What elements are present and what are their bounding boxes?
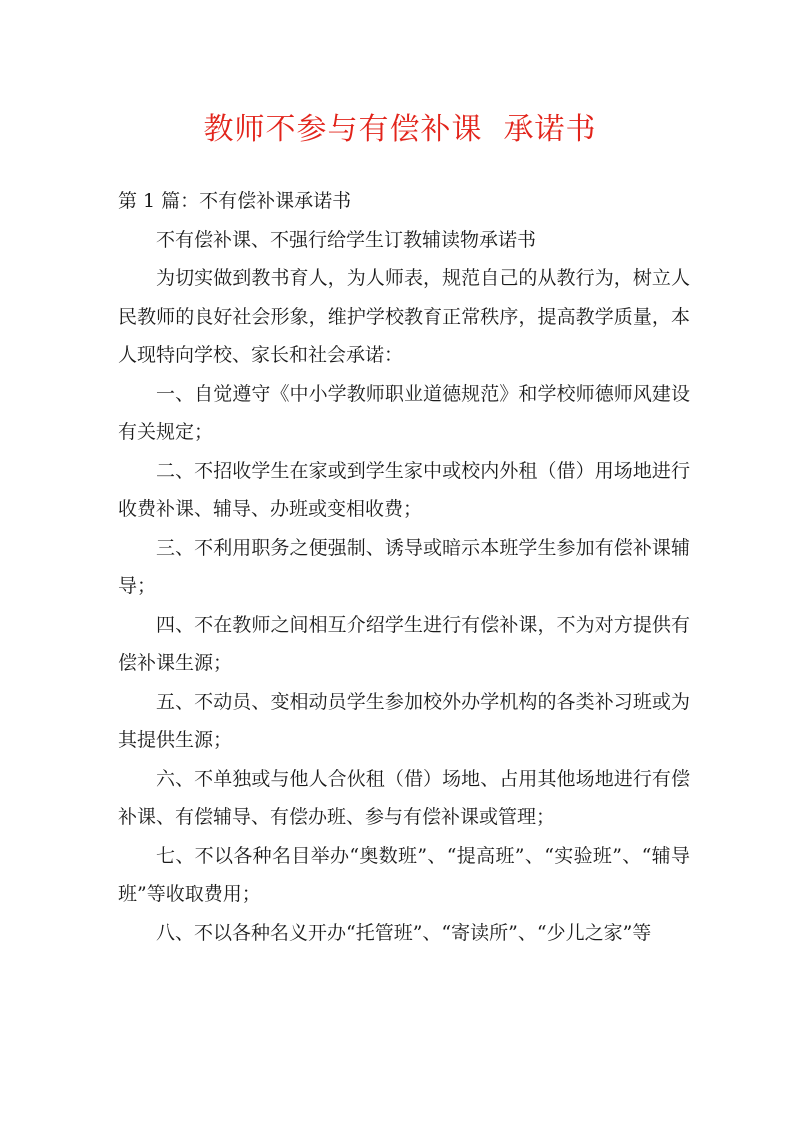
commitment-item-8: 八、不以各种名义开办“托管班”、“寄读所”、“少儿之家”等 bbox=[156, 921, 652, 944]
commitment-item-1: 一、自觉遵守《中小学教师职业道德规范》和学校师德师风建设有关规定； bbox=[118, 382, 690, 443]
commitment-item-5: 五、不动员、变相动员学生参加校外办学机构的各类补习班或为其提供生源； bbox=[118, 690, 690, 751]
commitment-item-6: 六、不单独或与他人合伙租（借）场地、占用其他场地进行有偿补课、有偿辅导、有偿办班、参与有偿补课或管理； bbox=[118, 767, 690, 828]
commitment-item-7: 七、不以各种名目举办“奥数班”、“提高班”、“实验班”、“辅导班”等收取费用； bbox=[118, 844, 690, 905]
section-heading: 第 1 篇：不有偿补课承诺书 bbox=[118, 190, 352, 212]
commitment-item-2: 二、不招收学生在家或到学生家中或校内外租（借）用场地进行收费补课、辅导、办班或变相收费； bbox=[118, 459, 690, 520]
document-title: 教师不参与有偿补课 承诺书 bbox=[203, 112, 597, 147]
subtitle-paragraph: 不有偿补课、不强行给学生订教辅读物承诺书 bbox=[156, 228, 537, 251]
intro-paragraph: 为切实做到教书育人，为人师表，规范自己的从教行为，树立人民教师的良好社会形象，维护学校教育正常秩序，提高教学质量，本人现特向学校、家长和社会承诺： bbox=[118, 267, 690, 366]
commitment-item-4: 四、不在教师之间相互介绍学生进行有偿补课，不为对方提供有偿补课生源； bbox=[118, 613, 690, 674]
commitment-item-3: 三、不利用职务之便强制、诱导或暗示本班学生参加有偿补课辅导； bbox=[118, 536, 690, 597]
document-body bbox=[118, 182, 690, 952]
